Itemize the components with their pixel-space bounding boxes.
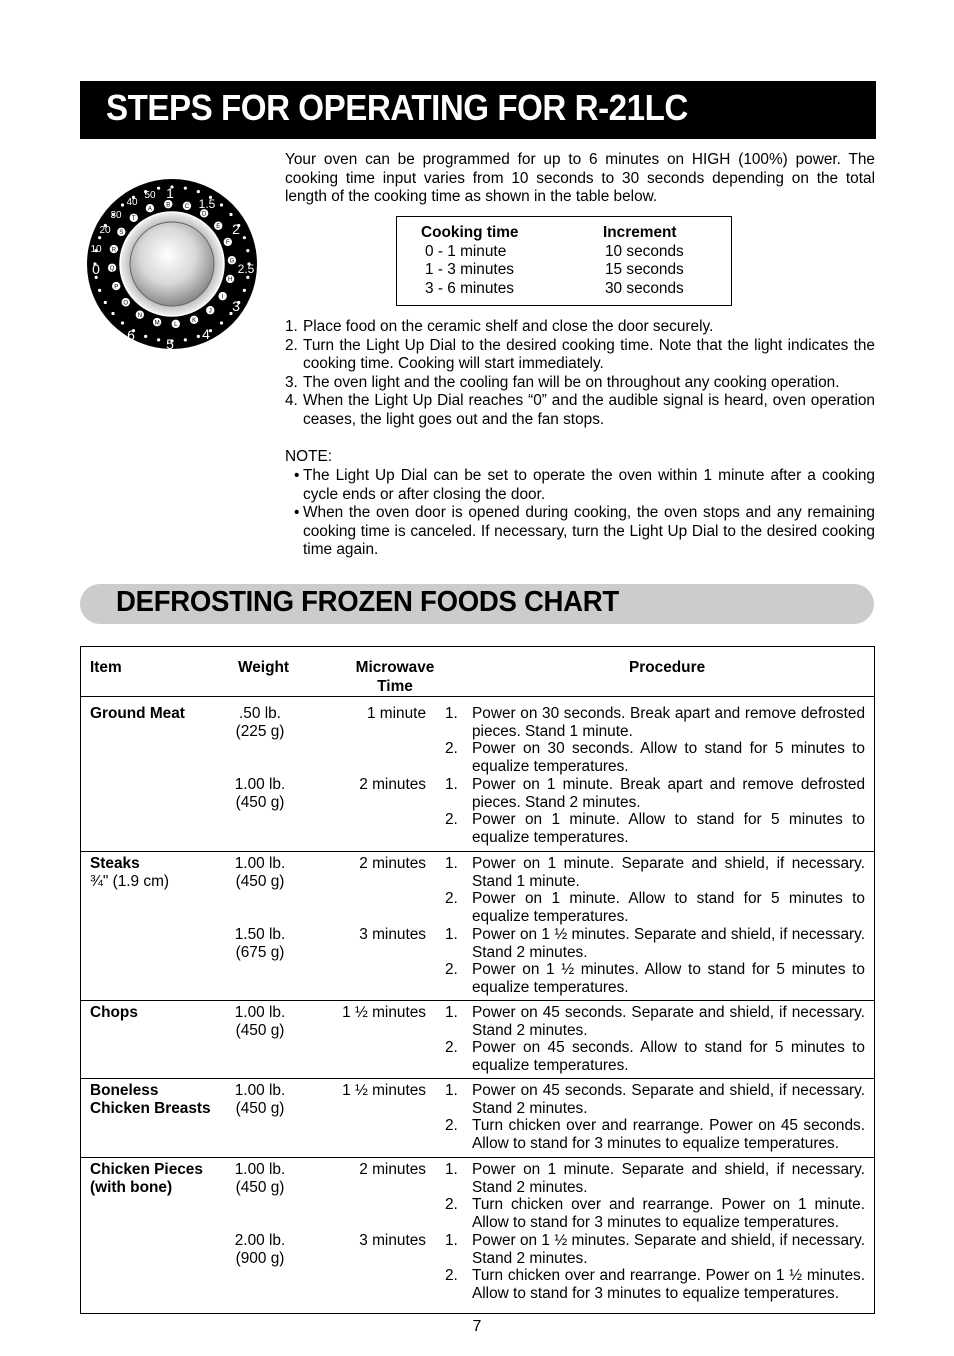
procedure-step-text: Power on 30 seconds. Allow to stand for 5 minutes to equalize temperatures. bbox=[472, 740, 865, 775]
chart-microwave-time: 2 minutes bbox=[359, 1161, 426, 1178]
dial-dot bbox=[144, 335, 147, 338]
procedure-step-number: 2. bbox=[445, 890, 458, 907]
dial-dot bbox=[243, 289, 246, 292]
procedure-step-text: Power on 1 minute. Allow to stand for 5 minutes to equalize temperatures. bbox=[472, 890, 865, 925]
dial-dot bbox=[246, 276, 249, 279]
dial-time-label: 20 bbox=[99, 225, 111, 236]
increment-cell: 10 seconds bbox=[605, 243, 684, 260]
chart-procedure bbox=[445, 1161, 865, 1231]
step-text: When the Light Up Dial reaches “0” and the audible signal is heard, oven operation ceases, the light goes out and the fan stops. bbox=[303, 392, 875, 428]
chart-procedure bbox=[445, 1004, 865, 1074]
weight-g: (450 g) bbox=[235, 872, 285, 890]
header-divider bbox=[81, 696, 874, 697]
step-number: 1. bbox=[285, 318, 298, 335]
dial-letter: S bbox=[119, 230, 124, 237]
operating-steps bbox=[285, 318, 875, 429]
procedure-step-number: 2. bbox=[445, 961, 458, 978]
procedure-step-text: Power on 1 minute. Allow to stand for 5 minutes to equalize temperatures. bbox=[472, 811, 865, 846]
chart-header-time-line2: Time bbox=[377, 678, 413, 695]
dial-dot bbox=[104, 301, 107, 304]
light-up-dial-icon bbox=[86, 178, 258, 350]
increment-cell: 3 - 6 minutes bbox=[425, 280, 514, 297]
increment-cell: 1 - 3 minutes bbox=[425, 261, 514, 278]
increment-header-cooking-time: Cooking time bbox=[421, 224, 519, 241]
dial-time-label: 3 bbox=[232, 298, 240, 314]
procedure-step-text: Turn chicken over and rearrange. Power on 1 minute. Allow to stand for 3 minutes to equalize temperatures. bbox=[472, 1196, 865, 1231]
chart-item-name bbox=[90, 1004, 138, 1022]
dial-letter: L bbox=[174, 322, 178, 329]
row-divider bbox=[81, 1000, 874, 1001]
dial-dot bbox=[121, 203, 124, 206]
procedure-step bbox=[445, 776, 865, 811]
chart-microwave-time: 3 minutes bbox=[359, 926, 426, 943]
procedure-step bbox=[445, 890, 865, 925]
dial-dot bbox=[121, 321, 124, 324]
note-text: When the oven door is opened during cooking, the oven stops and any remaining cooking time is canceled. If necessary, turn the Light Up Dial to the desired cooking time again. bbox=[303, 504, 875, 558]
procedure-step bbox=[445, 1039, 865, 1074]
chart-header-weight: Weight bbox=[238, 659, 290, 676]
step-text: Place food on the ceramic shelf and close the door securely. bbox=[303, 318, 714, 335]
procedure-step-text: Power on 45 seconds. Separate and shield, if necessary. Stand 2 minutes. bbox=[472, 1004, 865, 1039]
dial-letter: M bbox=[154, 320, 160, 327]
weight-g: (450 g) bbox=[235, 793, 285, 811]
dial-time-label: 1 bbox=[166, 185, 174, 201]
dial-dot bbox=[197, 190, 200, 193]
dial-time-label: 50 bbox=[144, 190, 156, 201]
item-name-line: Chops bbox=[90, 1004, 138, 1021]
item-name-line: Boneless bbox=[90, 1082, 159, 1099]
dial-time-label: 5 bbox=[166, 336, 174, 350]
chart-procedure bbox=[445, 776, 865, 846]
dial-dot bbox=[243, 236, 246, 239]
item-name-line: Ground Meat bbox=[90, 705, 185, 722]
item-name-line: Steaks bbox=[90, 855, 140, 872]
increment-table bbox=[396, 216, 732, 306]
procedure-step-number: 1. bbox=[445, 1082, 458, 1099]
procedure-step bbox=[445, 811, 865, 846]
dial-time-label: 30 bbox=[110, 210, 122, 221]
weight-g: (450 g) bbox=[235, 1099, 285, 1117]
increment-cell: 30 seconds bbox=[605, 280, 684, 297]
dial-dot bbox=[197, 335, 200, 338]
dial-letter: F bbox=[225, 240, 230, 247]
dial-letter: D bbox=[201, 211, 207, 218]
chart-header-time-line1: Microwave bbox=[355, 659, 435, 676]
chart-procedure bbox=[445, 855, 865, 925]
chart-item-name bbox=[90, 1161, 203, 1196]
chart-weight bbox=[221, 1082, 299, 1117]
increment-cell: 0 - 1 minute bbox=[425, 243, 507, 260]
chart-procedure bbox=[445, 926, 865, 996]
procedure-step bbox=[445, 855, 865, 890]
weight-lb: 1.00 lb. bbox=[234, 855, 286, 872]
dial-letter: R bbox=[111, 247, 117, 254]
dial-letter: I bbox=[221, 294, 224, 301]
note-label: NOTE: bbox=[285, 448, 333, 465]
procedure-step-number: 2. bbox=[445, 740, 458, 757]
dial-letter: P bbox=[114, 284, 119, 291]
weight-g: (900 g) bbox=[235, 1249, 285, 1267]
procedure-step-text: Power on 45 seconds. Separate and shield, if necessary. Stand 2 minutes. bbox=[472, 1082, 865, 1117]
procedure-step bbox=[445, 740, 865, 775]
chart-procedure bbox=[445, 1082, 865, 1152]
procedure-step bbox=[445, 926, 865, 961]
weight-g: (450 g) bbox=[235, 1021, 285, 1039]
procedure-step-number: 2. bbox=[445, 1039, 458, 1056]
step-text: Turn the Light Up Dial to the desired cooking time. Note that the light indicates the cooking time. Cooking will start immediately. bbox=[303, 336, 875, 372]
dial-dot bbox=[157, 187, 160, 190]
chart-weight bbox=[221, 926, 299, 961]
procedure-step bbox=[445, 705, 865, 740]
chart-weight bbox=[221, 1161, 299, 1196]
step-item bbox=[285, 392, 875, 429]
row-divider bbox=[81, 1157, 874, 1158]
item-name-line: (with bone) bbox=[90, 1178, 173, 1196]
step-item bbox=[285, 318, 875, 337]
weight-lb: 1.50 lb. bbox=[234, 926, 286, 943]
procedure-step-text: Power on 1 minute. Separate and shield, if necessary. Stand 1 minute. bbox=[472, 855, 865, 890]
procedure-step-number: 1. bbox=[445, 926, 458, 943]
dial-time-label: 2.5 bbox=[237, 262, 255, 276]
dial-letter: A bbox=[147, 206, 152, 213]
dial-dot bbox=[220, 321, 223, 324]
procedure-step bbox=[445, 1082, 865, 1117]
item-name-line: Chicken Pieces bbox=[90, 1161, 203, 1178]
chart-microwave-time: 2 minutes bbox=[359, 776, 426, 793]
dial-dot bbox=[220, 203, 223, 206]
intro-paragraph: Your oven can be programmed for up to 6 minutes on HIGH (100%) power. The cooking time input varies from 10 seconds to 30 seconds depending on the total length of the cooking time as shown in the table below. bbox=[285, 151, 875, 205]
row-divider bbox=[81, 1078, 874, 1079]
procedure-step-number: 1. bbox=[445, 1232, 458, 1249]
weight-g: (450 g) bbox=[235, 1178, 285, 1196]
increment-header-increment: Increment bbox=[603, 224, 677, 241]
note-item bbox=[285, 467, 875, 504]
defrost-chart-table bbox=[80, 646, 875, 1314]
procedure-step-text: Power on 1 ½ minutes. Separate and shield, if necessary. Stand 2 minutes. bbox=[472, 926, 865, 961]
page-number: 7 bbox=[472, 1318, 482, 1335]
row-divider bbox=[81, 851, 874, 852]
step-text: The oven light and the cooling fan will be on throughout any cooking operation. bbox=[303, 373, 840, 391]
procedure-step-text: Power on 30 seconds. Break apart and remove defrosted pieces. Stand 1 minute. bbox=[472, 705, 865, 740]
bullet-icon: • bbox=[294, 467, 300, 484]
procedure-step bbox=[445, 1267, 865, 1302]
chart-microwave-time: 1 ½ minutes bbox=[342, 1082, 426, 1099]
dial-letter: E bbox=[216, 223, 221, 230]
procedure-step-number: 1. bbox=[445, 705, 458, 722]
defrost-title: DEFROSTING FROZEN FOODS CHART bbox=[116, 586, 619, 618]
chart-weight bbox=[221, 776, 299, 811]
dial-dot bbox=[229, 213, 232, 216]
procedure-step-text: Turn chicken over and rearrange. Power on 45 seconds. Allow to stand for 3 minutes to equalize temperatures. bbox=[472, 1117, 865, 1152]
chart-microwave-time: 2 minutes bbox=[359, 855, 426, 872]
weight-lb: 1.00 lb. bbox=[234, 1004, 286, 1021]
dial-time-label: 40 bbox=[126, 197, 138, 208]
chart-weight bbox=[221, 705, 299, 740]
chart-item-name bbox=[90, 1082, 211, 1117]
dial-dot bbox=[111, 312, 114, 315]
step-item bbox=[285, 374, 875, 393]
weight-lb: 1.00 lb. bbox=[234, 1161, 286, 1178]
chart-header-time bbox=[329, 658, 461, 696]
dial-dot bbox=[246, 249, 249, 252]
chart-weight bbox=[221, 1232, 299, 1267]
dial-letter: N bbox=[137, 312, 143, 319]
dial-letter: J bbox=[208, 308, 212, 315]
chart-procedure bbox=[445, 705, 865, 775]
chart-weight bbox=[221, 1004, 299, 1039]
item-subtitle: ¾" (1.9 cm) bbox=[90, 872, 170, 890]
procedure-step-number: 1. bbox=[445, 855, 458, 872]
step-number: 2. bbox=[285, 336, 298, 354]
procedure-step-text: Power on 1 ½ minutes. Separate and shield, if necessary. Stand 2 minutes. bbox=[472, 1232, 865, 1267]
procedure-step-text: Power on 1 minute. Break apart and remove defrosted pieces. Stand 2 minutes. bbox=[472, 776, 865, 811]
weight-lb: .50 lb. bbox=[239, 705, 281, 722]
step-number: 3. bbox=[285, 373, 298, 391]
dial-time-label: 6 bbox=[127, 327, 135, 343]
dial-letter: T bbox=[131, 215, 136, 222]
section-banner-operating bbox=[80, 81, 876, 139]
procedure-step bbox=[445, 961, 865, 996]
dial-time-label: 4 bbox=[202, 326, 210, 342]
chart-item-name bbox=[90, 855, 169, 890]
step-number: 4. bbox=[285, 392, 298, 409]
dial-dot bbox=[184, 187, 187, 190]
dial-letter: H bbox=[227, 277, 233, 284]
procedure-step bbox=[445, 1004, 865, 1039]
weight-g: (675 g) bbox=[235, 943, 285, 961]
note-text: The Light Up Dial can be set to operate the oven within 1 minute after a cooking cycle ends or after closing the door. bbox=[303, 467, 875, 503]
procedure-step-number: 2. bbox=[445, 811, 458, 828]
procedure-step-number: 2. bbox=[445, 1196, 458, 1213]
weight-lb: 2.00 lb. bbox=[234, 1232, 286, 1249]
chart-header-item: Item bbox=[90, 659, 122, 676]
dial-letter: B bbox=[166, 202, 171, 209]
weight-lb: 1.00 lb. bbox=[234, 1082, 286, 1099]
increment-cell: 15 seconds bbox=[605, 261, 684, 278]
chart-procedure bbox=[445, 1232, 865, 1302]
chart-microwave-time: 3 minutes bbox=[359, 1232, 426, 1249]
procedure-step-number: 1. bbox=[445, 1161, 458, 1178]
note-item bbox=[285, 504, 875, 560]
procedure-step-number: 1. bbox=[445, 776, 458, 793]
dial-letter: Q bbox=[109, 265, 115, 272]
item-name-line: Chicken Breasts bbox=[90, 1099, 211, 1117]
procedure-step bbox=[445, 1161, 865, 1196]
chart-weight bbox=[221, 855, 299, 890]
chart-microwave-time: 1 ½ minutes bbox=[342, 1004, 426, 1021]
procedure-step-text: Power on 1 minute. Separate and shield, if necessary. Stand 2 minutes. bbox=[472, 1161, 865, 1196]
page-title: STEPS FOR OPERATING FOR R-21LC bbox=[106, 87, 688, 128]
procedure-step-number: 2. bbox=[445, 1117, 458, 1134]
chart-microwave-time: 1 minute bbox=[366, 705, 426, 722]
dial-letter: O bbox=[123, 300, 129, 307]
procedure-step-text: Power on 45 seconds. Allow to stand for 5 minutes to equalize temperatures. bbox=[472, 1039, 865, 1074]
procedure-step-text: Turn chicken over and rearrange. Power on 1 ½ minutes. Allow to stand for 3 minutes to equalize temperatures. bbox=[472, 1267, 865, 1302]
dial-letter: C bbox=[184, 204, 190, 211]
dial-time-label: 10 bbox=[90, 244, 102, 255]
dial-time-label: 1.5 bbox=[198, 197, 216, 211]
dial-dot bbox=[98, 289, 101, 292]
dial-dot bbox=[184, 338, 187, 341]
procedure-step-number: 2. bbox=[445, 1267, 458, 1284]
procedure-step-text: Power on 1 ½ minutes. Allow to stand for 5 minutes to equalize temperatures. bbox=[472, 961, 865, 996]
chart-item-name bbox=[90, 705, 185, 723]
chart-header-procedure: Procedure bbox=[629, 659, 706, 676]
procedure-step bbox=[445, 1117, 865, 1152]
dial-time-label: 0 bbox=[92, 261, 100, 277]
dial-knob[interactable] bbox=[130, 222, 214, 306]
weight-g: (225 g) bbox=[235, 722, 285, 740]
dial-dot bbox=[157, 338, 160, 341]
bullet-icon: • bbox=[294, 504, 300, 521]
dial-letter: G bbox=[229, 258, 235, 265]
intro-text bbox=[285, 151, 875, 207]
procedure-step-number: 1. bbox=[445, 1004, 458, 1021]
dial-time-label: 2 bbox=[232, 221, 240, 237]
procedure-step bbox=[445, 1196, 865, 1231]
procedure-step bbox=[445, 1232, 865, 1267]
weight-lb: 1.00 lb. bbox=[234, 776, 286, 793]
note-list bbox=[285, 467, 875, 560]
section-banner-defrost bbox=[80, 584, 874, 624]
dial-letter: K bbox=[192, 317, 197, 324]
step-item bbox=[285, 337, 875, 374]
dial-dot bbox=[98, 236, 101, 239]
